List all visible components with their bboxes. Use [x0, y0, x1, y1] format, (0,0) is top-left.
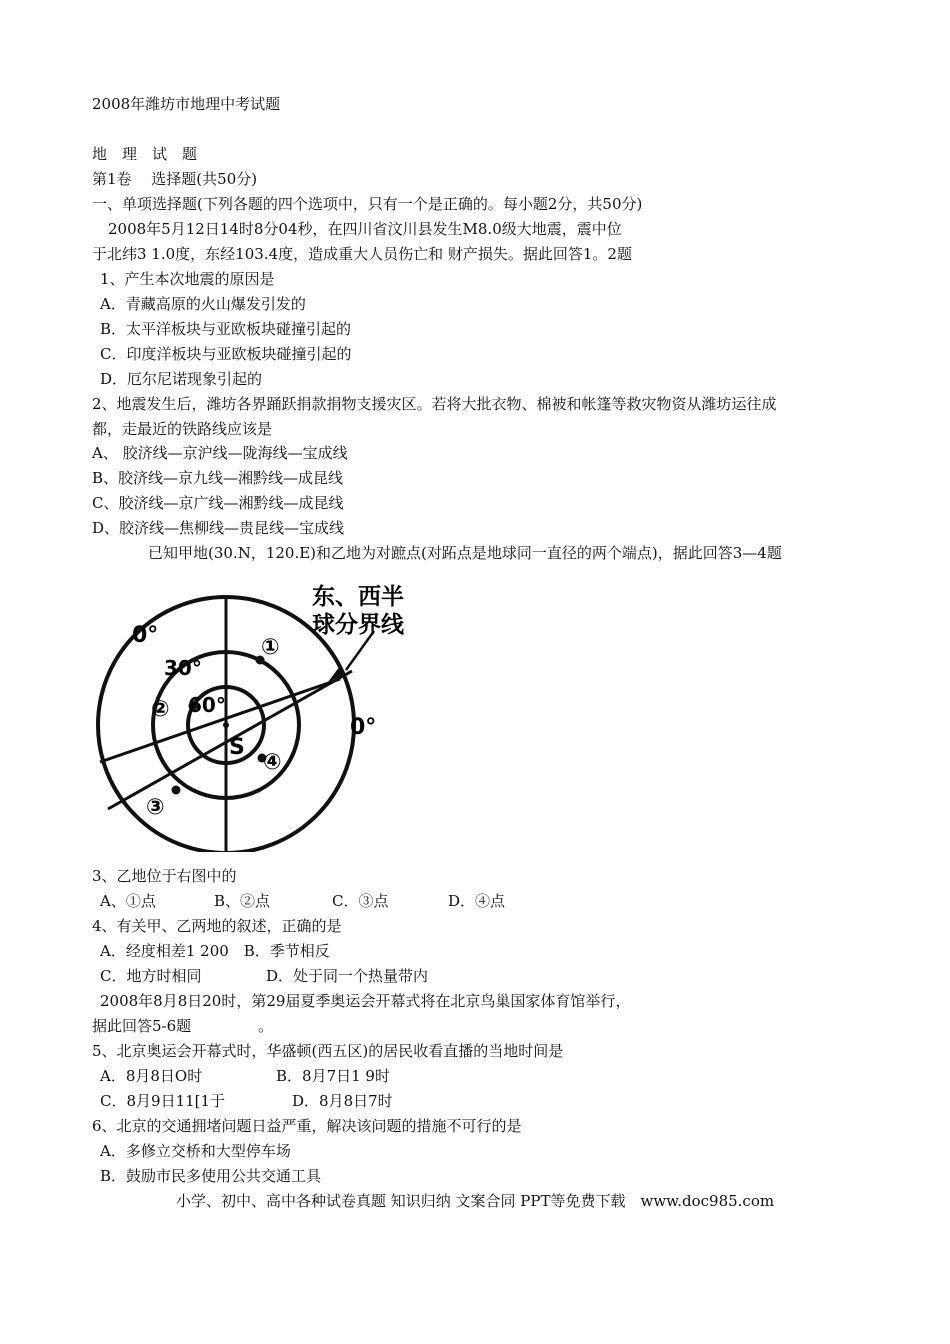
question-1-option-d: D．厄尔尼诺现象引起的 — [100, 370, 263, 388]
question-5-option-d: D．8月8日7时 — [292, 1092, 393, 1110]
question-6-option-a: A．多修立交桥和大型停车场 — [100, 1142, 291, 1160]
latitude-0-label: 0° — [132, 623, 159, 648]
meridian-diagonal — [100, 679, 340, 762]
question-5-option-a: A．8月8日O时 — [100, 1067, 203, 1085]
question-3-option-b: B、②点 — [214, 892, 271, 910]
paper-title: 地 理 试 题 — [92, 145, 198, 163]
question-5-stem: 5、北京奥运会开幕式时，华盛顿(西五区)的居民收看直播的当地时间是 — [92, 1042, 564, 1060]
question-1-stem: 1、产生本次地震的原因是 — [100, 270, 275, 288]
question-2-option-b: B、胶济线—京九线—湘黔线—成昆线 — [92, 469, 344, 487]
context-olympics-dot: 。 — [258, 1017, 274, 1035]
question-3-stem: 3、乙地位于右图中的 — [92, 867, 237, 885]
question-4-option-c: C．地方时相同 — [100, 967, 202, 985]
question-2-option-a: A、 胶济线—京沪线—陇海线—宝成线 — [92, 444, 348, 462]
point-3-label: ③ — [146, 795, 165, 820]
doc-title: 2008年潍坊市地理中考试题 — [92, 95, 281, 113]
boundary-label-line-1: 东、西半 — [312, 584, 404, 610]
point-4-label: ④ — [263, 750, 282, 775]
question-1-option-b: B．太平洋板块与亚欧板块碰撞引起的 — [100, 320, 352, 338]
pole-center-dot — [223, 722, 229, 728]
question-2-option-c: C、胶济线—京广线—湘黔线—成昆线 — [92, 494, 344, 512]
context-quake-line-2: 于北纬3 1.0度，东经103.4度，造成重大人员伤亡和 财产损失。据此回答1。2题 — [92, 245, 632, 263]
context-antipode: 已知甲地(30.N，120.E)和乙地为对蹠点(对跖点是地球同一直径的两个端点)，据此回答3—4题 — [148, 544, 782, 562]
question-5-option-b: B．8月7日1 9时 — [276, 1067, 390, 1085]
context-olympics-line-1: 2008年8月8日20时，第29届夏季奥运会开幕式将在北京鸟巢国家体育馆举行， — [100, 992, 631, 1010]
question-1-option-c: C．印度洋板块与亚欧板块碰撞引起的 — [100, 345, 352, 363]
question-3-option-c: C．③点 — [332, 892, 389, 910]
point-1-label: ① — [261, 635, 280, 660]
question-2-stem-line-1: 2、地震发生后，潍坊各界踊跃捐款捐物支援灾区。若将大批衣物、棉被和帐篷等救灾物资从潍坊运往成 — [92, 395, 777, 413]
question-5-option-c: C．8月9日11[1于 — [100, 1092, 226, 1110]
latitude-60-label: 60° — [188, 693, 226, 717]
context-quake-line-1: 2008年5月12日14时8分04秒，在四川省汶川县发生M8.0级大地震，震中位 — [108, 220, 622, 238]
question-1-option-a: A．青藏高原的火山爆发引发的 — [100, 295, 306, 313]
question-3-option-d: D．④点 — [448, 892, 506, 910]
question-2-option-d: D、胶济线—焦柳线—贵昆线—宝成线 — [92, 519, 345, 537]
section-heading: 第1卷 选择题(共50分) — [92, 170, 258, 188]
question-6-stem: 6、北京的交通拥堵问题日益严重，解决该问题的措施不可行的是 — [92, 1117, 522, 1135]
instructions: 一、单项选择题(下列各题的四个选项中，只有一个是正确的。每小题2分，共50分) — [92, 195, 643, 213]
longitude-0-label: 0° — [350, 715, 377, 740]
question-2-stem-line-2: 都，走最近的铁路线应该是 — [92, 420, 273, 438]
context-olympics-text: 据此回答5-6题 — [92, 1017, 192, 1035]
boundary-label-line-2: 球分界线 — [312, 612, 404, 638]
question-4-option-d: D．处于同一个热量带内 — [266, 967, 429, 985]
point-2-label: ② — [151, 697, 170, 722]
question-4-stem: 4、有关甲、乙两地的叙述，正确的是 — [92, 917, 342, 935]
question-4-option-ab: A．经度相差1 200 B．季节相反 — [100, 942, 330, 960]
question-3-option-a: A、①点 — [100, 892, 156, 910]
point-3-dot — [172, 786, 181, 795]
polar-projection-diagram — [90, 574, 430, 852]
page-footer: 小学、初中、高中各种试卷真题 知识归纳 文案合同 PPT等免费下载 www.doc985.com — [176, 1192, 775, 1210]
question-6-option-b: B．鼓励市民多使用公共交通工具 — [100, 1167, 322, 1185]
pole-label: S — [229, 735, 245, 760]
latitude-30-label: 30° — [164, 656, 202, 680]
